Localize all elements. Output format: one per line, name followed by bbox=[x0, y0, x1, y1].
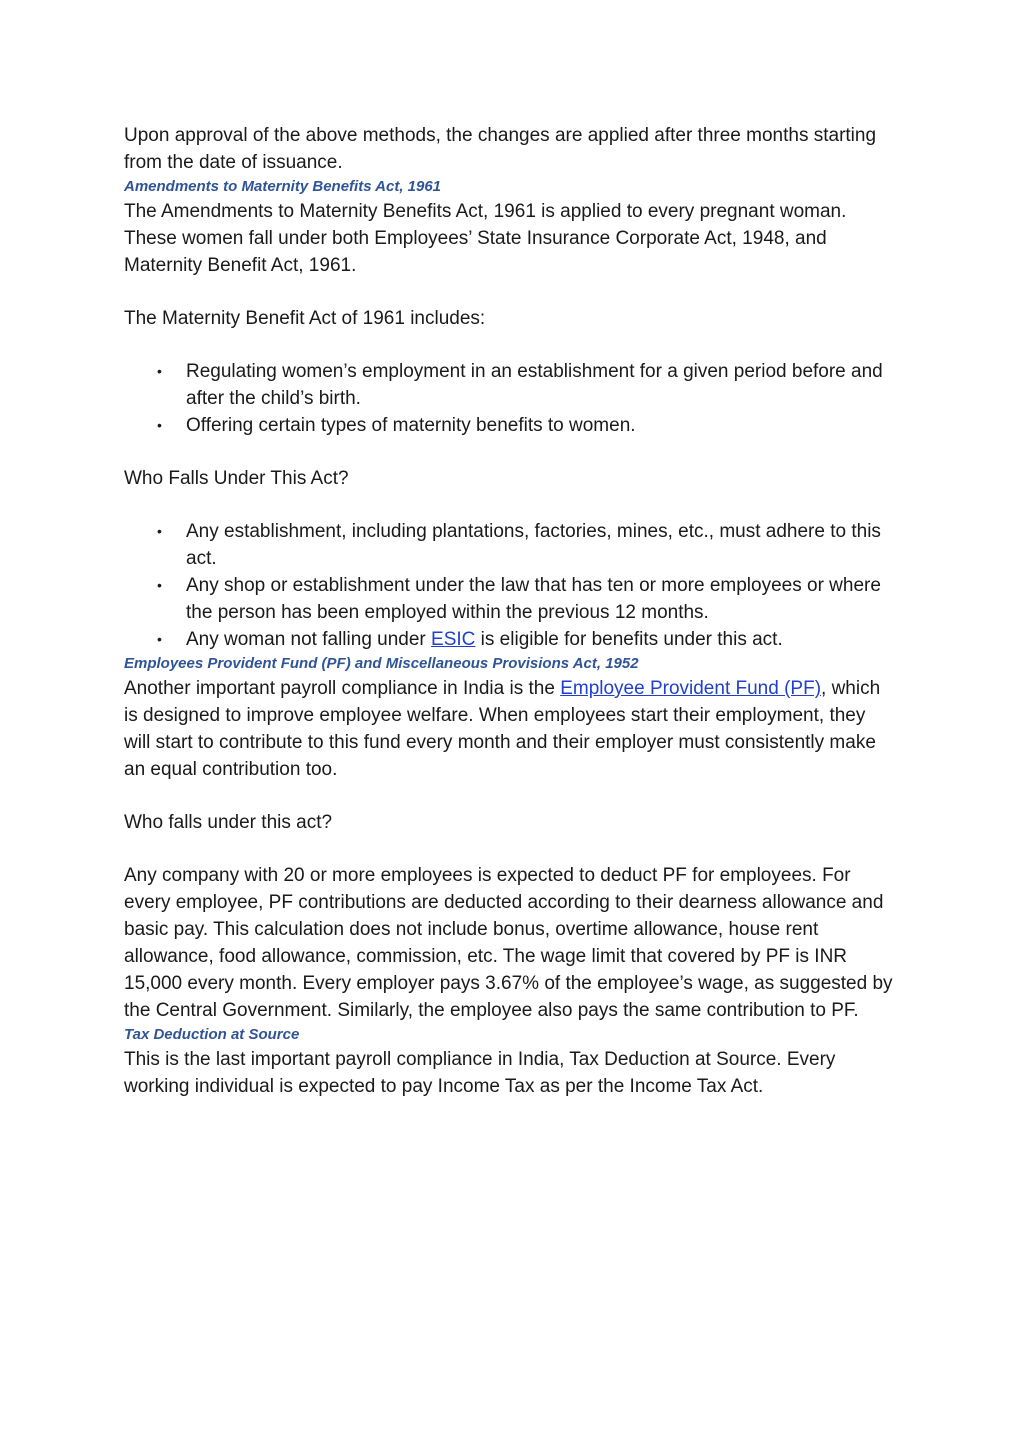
intro-paragraph: Upon approval of the above methods, the changes are applied after three months starting from the date of issuance. bbox=[124, 125, 877, 173]
maternity-includes-label: The Maternity Benefit Act of 1961 includes: bbox=[124, 308, 486, 329]
list-item bbox=[124, 518, 894, 572]
list-item-text: Any establishment, including plantations, factories, mines, etc., must adhere to this act. bbox=[186, 521, 881, 569]
list-item-text-before: Any woman not falling under bbox=[186, 629, 432, 650]
list-item bbox=[124, 626, 894, 653]
tds-heading: Tax Deduction at Source bbox=[124, 1026, 300, 1043]
maternity-includes-list bbox=[124, 358, 894, 439]
pf-body-before: Another important payroll compliance in India is the bbox=[124, 678, 561, 699]
pf-details: Any company with 20 or more employees is expected to deduct PF for employees. For every employee, PF contributions are deducted according to their dearness allowance and basic pay. This calculation does not include bonus, overtime allowance, house rent allowance, food allowance, commission, etc. The wage limit that covered by PF is INR 15,000 every month. Every employer pays 3.67% of the employee’s wage, as suggested by the Central Government. Similarly, the employee also pays the same contribution to PF. bbox=[124, 865, 893, 1021]
pf-heading: Employees Provident Fund (PF) and Miscellaneous Provisions Act, 1952 bbox=[124, 655, 639, 672]
pf-who-label: Who falls under this act? bbox=[124, 812, 333, 833]
tds-body: This is the last important payroll compliance in India, Tax Deduction at Source. Every working individual is expected to pay Income Tax as per the Income Tax Act. bbox=[124, 1049, 836, 1097]
esic-link[interactable]: ESIC bbox=[431, 629, 476, 650]
list-item bbox=[124, 358, 894, 412]
list-item-text: Any shop or establishment under the law that has ten or more employees or where the person has been employed within the previous 12 months. bbox=[186, 575, 881, 623]
bullet-icon: • bbox=[157, 523, 162, 539]
list-item bbox=[124, 572, 894, 626]
pf-body bbox=[124, 675, 894, 783]
bullet-icon: • bbox=[157, 577, 162, 593]
list-item-text: Regulating women’s employment in an establishment for a given period before and after the child’s birth. bbox=[186, 361, 883, 409]
maternity-who-label: Who Falls Under This Act? bbox=[124, 468, 349, 489]
maternity-body: The Amendments to Maternity Benefits Act, 1961 is applied to every pregnant woman. These women fall under both Employees’ State Insurance Corporate Act, 1948, and Maternity Benefit Act, 1961. bbox=[124, 201, 847, 276]
maternity-who-list bbox=[124, 518, 894, 653]
bullet-icon: • bbox=[157, 417, 162, 433]
bullet-icon: • bbox=[157, 363, 162, 379]
maternity-heading: Amendments to Maternity Benefits Act, 1961 bbox=[124, 178, 442, 195]
pf-link[interactable]: Employee Provident Fund (PF) bbox=[560, 678, 822, 699]
document-page bbox=[124, 122, 894, 1100]
list-item-text-after: is eligible for benefits under this act. bbox=[475, 629, 783, 650]
pf-body-after: , which is designed to improve employee welfare. When employees start their employment, they will start to contribute to this fund every month and their employer must consistently make an equal contribution too. bbox=[124, 678, 881, 780]
bullet-icon: • bbox=[157, 631, 162, 647]
list-item-text: Offering certain types of maternity benefits to women. bbox=[186, 415, 636, 436]
list-item bbox=[124, 412, 894, 439]
